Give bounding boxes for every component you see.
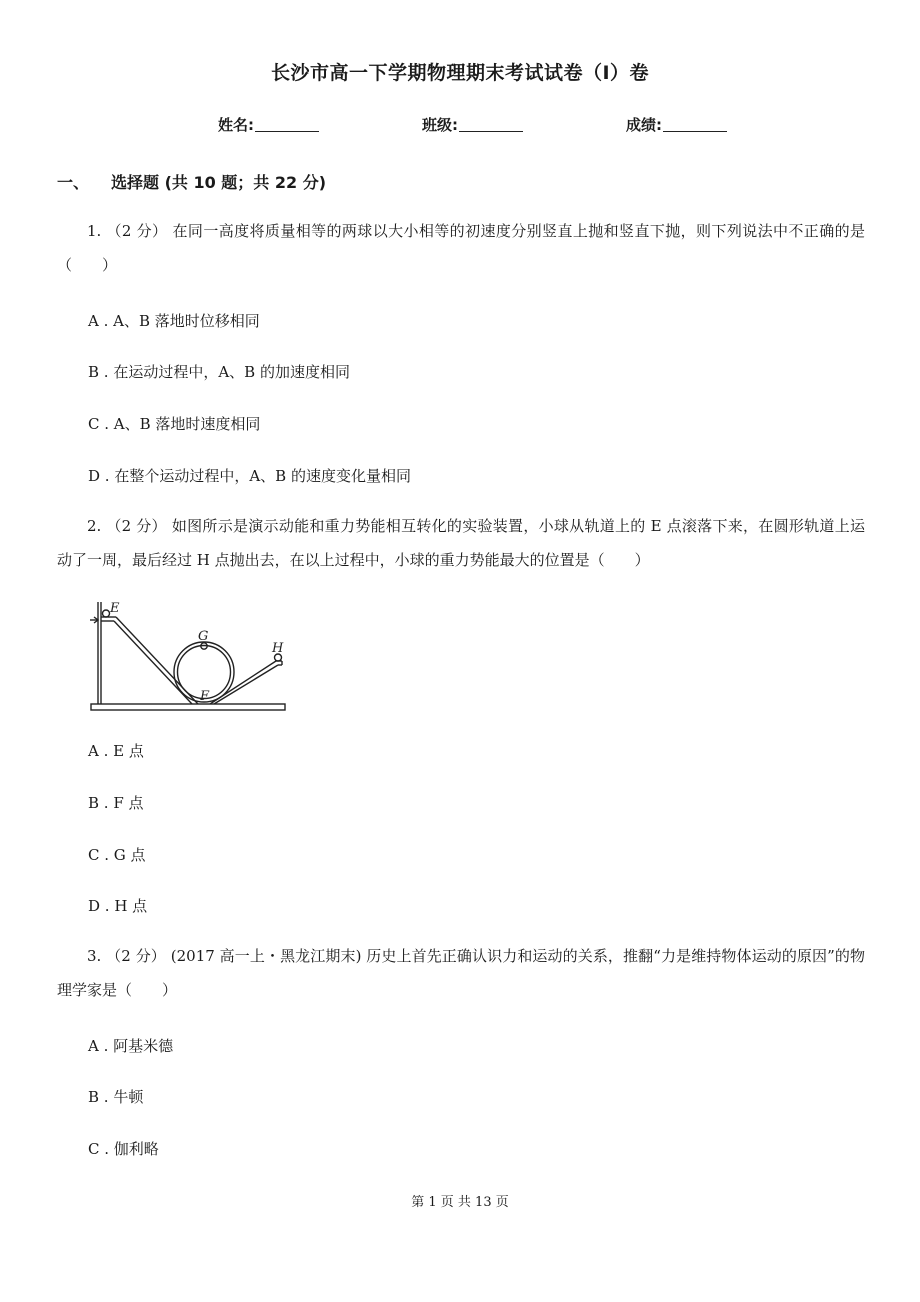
q1-option-b: B . 在运动过程中，A、B 的加速度相同	[88, 363, 350, 381]
label-f: F	[200, 689, 210, 704]
section-number: 一、	[57, 173, 90, 192]
question-3	[57, 939, 865, 1007]
label-g: G	[198, 629, 209, 644]
question-2	[57, 509, 865, 577]
class-label: 班级:	[422, 116, 458, 134]
q2-option-a: A . E 点	[88, 742, 144, 760]
q2-option-b: B . F 点	[88, 794, 144, 812]
class-blank	[459, 117, 523, 132]
q2-option-c: C . G 点	[88, 846, 146, 864]
label-e: E	[110, 601, 120, 616]
q1-option-c: C . A、B 落地时速度相同	[88, 415, 261, 433]
page-title: 长沙市高一下学期物理期末考试试卷（I）卷	[270, 62, 650, 84]
question-text: 1. （2 分） 在同一高度将质量相等的两球以大小相等的初速度分别竖直上抛和竖直下抛，则下列说法中不正确的是（ ）	[57, 222, 865, 274]
score-label: 成绩:	[626, 116, 662, 134]
question-text: 2. （2 分） 如图所示是演示动能和重力势能相互转化的实验装置，小球从轨道上的 E 点滚落下来，在圆形轨道上运动了一周，最后经过 H 点抛出去，在以上过程中，小球的重力势能最大的位置是（ ）	[57, 517, 865, 569]
q2-option-d: D . H 点	[88, 897, 148, 915]
name-label: 姓名:	[218, 116, 254, 134]
section-heading	[57, 170, 326, 193]
q3-option-c: C . 伽利略	[88, 1140, 159, 1158]
name-field	[218, 114, 319, 135]
q1-option-a: A . A、B 落地时位移相同	[88, 312, 260, 330]
label-h: H	[272, 641, 284, 656]
section-title: 选择题 (共 10 题；共 22 分)	[111, 173, 327, 192]
q3-option-b: B . 牛顿	[88, 1088, 144, 1106]
name-blank	[255, 117, 319, 132]
q3-option-a: A . 阿基米德	[88, 1037, 174, 1055]
class-field	[422, 114, 523, 135]
question-1	[57, 214, 865, 282]
track-diagram	[86, 594, 292, 718]
score-field	[626, 114, 727, 135]
q1-option-d: D . 在整个运动过程中，A、B 的速度变化量相同	[88, 467, 411, 485]
page-footer: 第 1 页 共 13 页	[411, 1195, 509, 1210]
score-blank	[663, 117, 727, 132]
question-text: 3. （2 分） (2017 高一上・黑龙江期末) 历史上首先正确认识力和运动的关系，推翻“力是维持物体运动的原因”的物理学家是（ ）	[57, 947, 865, 999]
